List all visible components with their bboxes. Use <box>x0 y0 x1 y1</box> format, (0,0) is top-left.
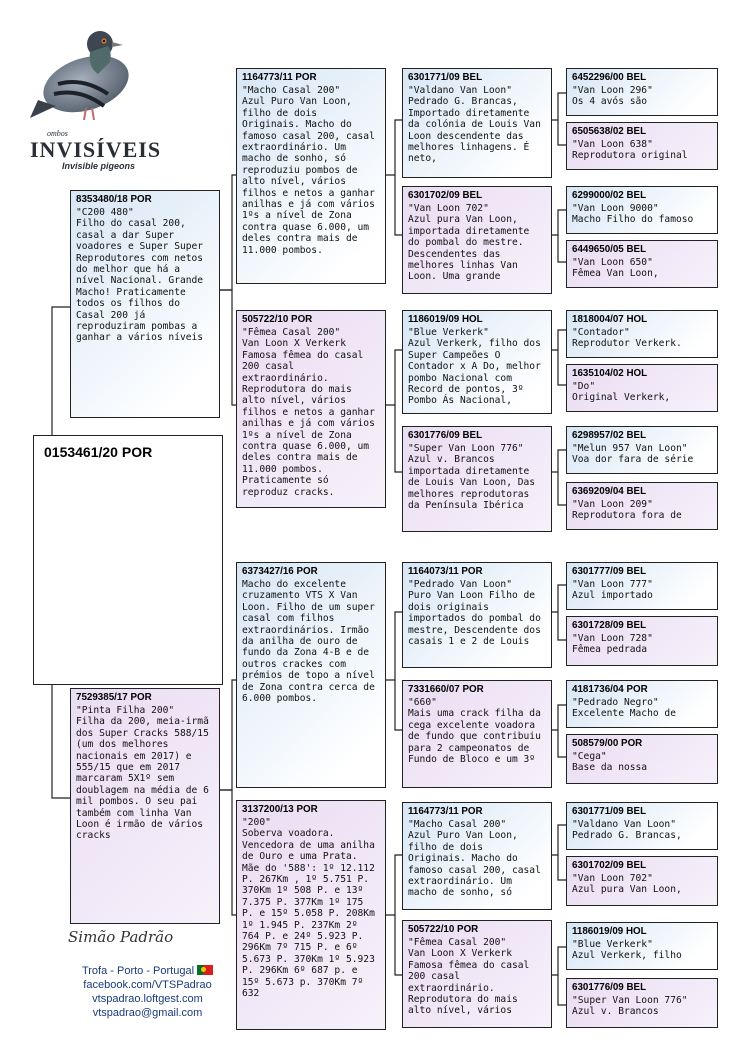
pigeon-description: "Van Loon 9000" Macho Filho do famoso <box>572 203 694 226</box>
gen4-box-3 <box>566 186 718 234</box>
gen3-box-8 <box>402 920 552 1028</box>
pigeon-description: "660" Mais uma crack filha da cega excelente voadora de fundo que contribuiu para 2 campeonatos de Fundo de Bloco e um 3º <box>408 697 541 766</box>
logo-small-text: ombos <box>47 129 68 138</box>
gen3-box-3 <box>402 310 552 414</box>
grandsire-paternal-box <box>236 68 386 284</box>
pigeon-description: "200" Soberva voadora. Vencedora de uma anilha de Ouro e uma Prata. Mãe do '588': 1º 12.112 P. 267Km , 1º 5.751 P. 370Km 1º 508 P. e 13º 7.375 P. 377Km 1º 175 P. e 15º 5.058 P. 208Km 1º 1.945 P. 237Km 2º 764 P. e 24º 5.923 P. 296Km 7º 715 P. e 6º 5.673 P. 370Km 1º 5.923 P. 296Km 6º 687 p. e 15º 5.673 p. 370Km 7º 632 <box>242 817 375 1000</box>
ring-number: 6301776/09 BEL <box>408 430 483 441</box>
contact-website[interactable]: vtspadrao.loftgest.com <box>92 993 203 1005</box>
gen4-box-12 <box>566 734 718 784</box>
gen4-box-9 <box>566 562 718 610</box>
contact-email[interactable]: vtspadrao@gmail.com <box>92 1007 203 1019</box>
pigeon-description: "Van Loon 728" Fêmea pedrada <box>572 633 653 656</box>
pigeon-description: "Contador" Reprodutor Verkerk. <box>572 327 682 350</box>
ring-number: 6301728/09 BEL <box>572 620 647 631</box>
gen4-box-15 <box>566 922 718 970</box>
ring-number: 1164073/11 POR <box>408 566 483 577</box>
gen4-box-16 <box>566 978 718 1028</box>
ring-number: 1164773/11 POR <box>242 72 317 83</box>
pigeon-description: "Macho Casal 200" Azul Puro Van Loon, filho de dois Originais. Macho do famoso casal 200, casal extraordinário. Um macho de sonho, só reproduziu pombos de alto nível, vários filhos e netos a ganhar anilhas e já com vários 1ºs a nível de Zona contra quase 6.000, um deles contra mais de 11.000 pombos. <box>242 85 375 256</box>
gen4-box-11 <box>566 680 718 728</box>
ring-number: 6373427/16 POR <box>242 566 318 577</box>
gen4-box-1 <box>566 68 718 116</box>
gen4-box-13 <box>566 802 718 850</box>
pigeon-description: "Super Van Loon 776" Azul v. Brancos <box>572 995 688 1018</box>
pigeon-description: "Van Loon 209" Reprodutora fora de <box>572 499 682 522</box>
ring-number: 6298957/02 BEL <box>572 430 647 441</box>
ring-number: 6301771/09 BEL <box>572 806 647 817</box>
pigeon-description: "Pedrado Negro" Excelente Macho de <box>572 697 676 720</box>
pigeon-description: "Fêmea Casal 200" Van Loon X Verkerk Famosa fêmea do casal 200 casal extraordinário. Reprodutora do mais alto nível, vários <box>408 937 530 1017</box>
ring-number: 505722/10 POR <box>408 924 479 935</box>
pigeon-description: "Melun 957 Van Loon" Voa dor fara de série <box>572 443 694 466</box>
gen3-box-4 <box>402 426 552 532</box>
gen4-box-6 <box>566 364 718 412</box>
gen4-box-10 <box>566 616 718 666</box>
gen4-box-4 <box>566 240 718 288</box>
ring-number: 6452296/00 BEL <box>572 72 647 83</box>
gen3-box-6 <box>402 680 552 788</box>
ring-number: 8353480/18 POR <box>76 194 152 205</box>
gen4-box-8 <box>566 482 718 530</box>
pigeon-description: "Blue Verkerk" Azul Verkerk, filho <box>572 939 682 962</box>
ring-number: 6301702/09 BEL <box>572 860 647 871</box>
subject-ring-number: 0153461/20 POR <box>44 444 153 460</box>
pigeon-description: "Pinta Filha 200" Filha da 200, meia-irmã dos Super Cracks 588/15 (um dos melhores nacionais em 2017) e 555/15 que em 2017 marcaram 5X1º sem doublagem na média de 6 mil pombos. O seu pai também com linha Van Loon é irmão de vários cracks <box>76 705 209 842</box>
gen4-box-2 <box>566 122 718 170</box>
contact-facebook[interactable]: facebook.com/VTSPadrao <box>83 979 212 991</box>
logo-subtitle: Invisible pigeons <box>62 161 136 171</box>
gen3-box-7 <box>402 802 552 910</box>
pigeon-description: "Cega" Base da nossa <box>572 751 648 774</box>
ring-number: 1635104/02 HOL <box>572 368 648 379</box>
ring-number: 1818004/07 HOL <box>572 314 648 325</box>
pigeon-description: "Van Loon 638" Reprodutora original <box>572 139 688 162</box>
ring-number: 1186019/09 HOL <box>572 926 647 937</box>
granddam-paternal-box <box>236 310 386 508</box>
ring-number: 6301702/09 BEL <box>408 190 483 201</box>
pigeon-description: "Valdano Van Loon" Pedrado G. Brancas, <box>572 819 682 842</box>
gen3-box-2 <box>402 186 552 294</box>
pigeon-description: "Van Loon 702" Azul pura Van Loon, <box>572 873 682 896</box>
granddam-maternal-box <box>236 800 386 1030</box>
ring-number: 1164773/11 POR <box>408 806 483 817</box>
gen3-box-1 <box>402 68 552 178</box>
subject-box <box>33 435 223 685</box>
gen4-box-7 <box>566 426 718 474</box>
pigeon-description: "Macho Casal 200" Azul Puro Van Loon, filho de dois Originais. Macho do famoso casal 200, casal extraordinário. Um macho de sonho, só <box>408 819 541 899</box>
pigeon-description: Macho do excelente cruzamento VTS X Van Loon. Filho de um super casal com filhos extraordinários. Irmão da anilha de ouro de fundo da Zona 4-B e de outros crackes com prémios de topo a nível de Zona contra cerca de 6.000 pombos. <box>242 579 381 705</box>
contact-location <box>60 964 235 978</box>
dam-box <box>70 688 220 924</box>
pigeon-description: "Van Loon 702" Azul pura Van Loon, importada diretamente do pombal do mestre. Descendentes das melhores linhas Van Loon. Uma grande <box>408 203 530 283</box>
pigeon-description: "Blue Verkerk" Azul Verkerk, filho dos Super Campeões O Contador x A Do, melhor pombo Nacional com Record de pontos, 3º Pombo Ás Nacional, <box>408 327 541 407</box>
ring-number: 6505638/02 BEL <box>572 126 647 137</box>
grandsire-maternal-box <box>236 562 386 788</box>
gen4-box-5 <box>566 310 718 358</box>
ring-number: 4181736/04 POR <box>572 684 648 695</box>
ring-number: 7331660/07 POR <box>408 684 484 695</box>
ring-number: 1186019/09 HOL <box>408 314 483 325</box>
ring-number: 6301771/09 BEL <box>408 72 483 83</box>
ring-number: 6301776/09 BEL <box>572 982 647 993</box>
pigeon-description: "Pedrado Van Loon" Puro Van Loon Filho de dois originais importados do pombal do mestre, Descendente dos casais 1 e 2 de Louis <box>408 579 541 648</box>
pigeon-description: "C200 480" Filho do casal 200, casal a dar Super voadores e Super Super Reprodutores com netos do melhor que há a nível Nacional. Grande Macho! Praticamente todos os filhos do Casal 200 já reproduziram pombas a ganhar a vários níveis <box>76 207 204 344</box>
ring-number: 508579/00 POR <box>572 738 643 749</box>
gen3-box-5 <box>402 562 552 668</box>
pigeon-logo-icon <box>28 22 138 122</box>
gen4-box-14 <box>566 856 718 906</box>
location-text: Trofa - Porto - Portugal <box>81 965 195 977</box>
sire-box <box>70 190 220 418</box>
pigeon-description: "Fêmea Casal 200" Van Loon X Verkerk Famosa fêmea do casal 200 casal extraordinário. Reprodutora do mais alto nível, vários filhos e netos a ganhar anilhas e já com vários 1ºs a nível de Zona contra quase 6.000, um deles contra mais de 11.000 pombos. Praticamente só reproduz cracks. <box>242 327 375 498</box>
ring-number: 505722/10 POR <box>242 314 313 325</box>
portugal-flag-icon <box>197 965 213 975</box>
ring-number: 6369209/04 BEL <box>572 486 647 497</box>
pigeon-description: "Valdano Van Loon" Pedrado G. Brancas, Importado diretamente da colónia de Louis Van Loon descendente das melhores linhagens. É neto, <box>408 85 541 165</box>
pigeon-description: "Van Loon 650" Fêmea Van Loon, <box>572 257 659 280</box>
pigeon-description: "Do" Original Verkerk, <box>572 381 671 404</box>
ring-number: 7529385/17 POR <box>76 692 152 703</box>
ring-number: 6449650/05 BEL <box>572 244 647 255</box>
ring-number: 6301777/09 BEL <box>572 566 647 577</box>
ring-number: 3137200/13 POR <box>242 804 318 815</box>
pigeon-description: "Super Van Loon 776" Azul v. Brancos importada diretamente de Louis Van Loon, Das melhores reprodutoras da Península Ibérica <box>408 443 536 512</box>
pigeon-description: "Van Loon 296" Os 4 avós são <box>572 85 653 108</box>
ring-number: 6299000/02 BEL <box>572 190 647 201</box>
pigeon-description: "Van Loon 777" Azul importado <box>572 579 653 602</box>
logo-word: INVISÍVEIS <box>30 137 162 162</box>
breeder-signature: Simão Padrão <box>68 928 174 946</box>
